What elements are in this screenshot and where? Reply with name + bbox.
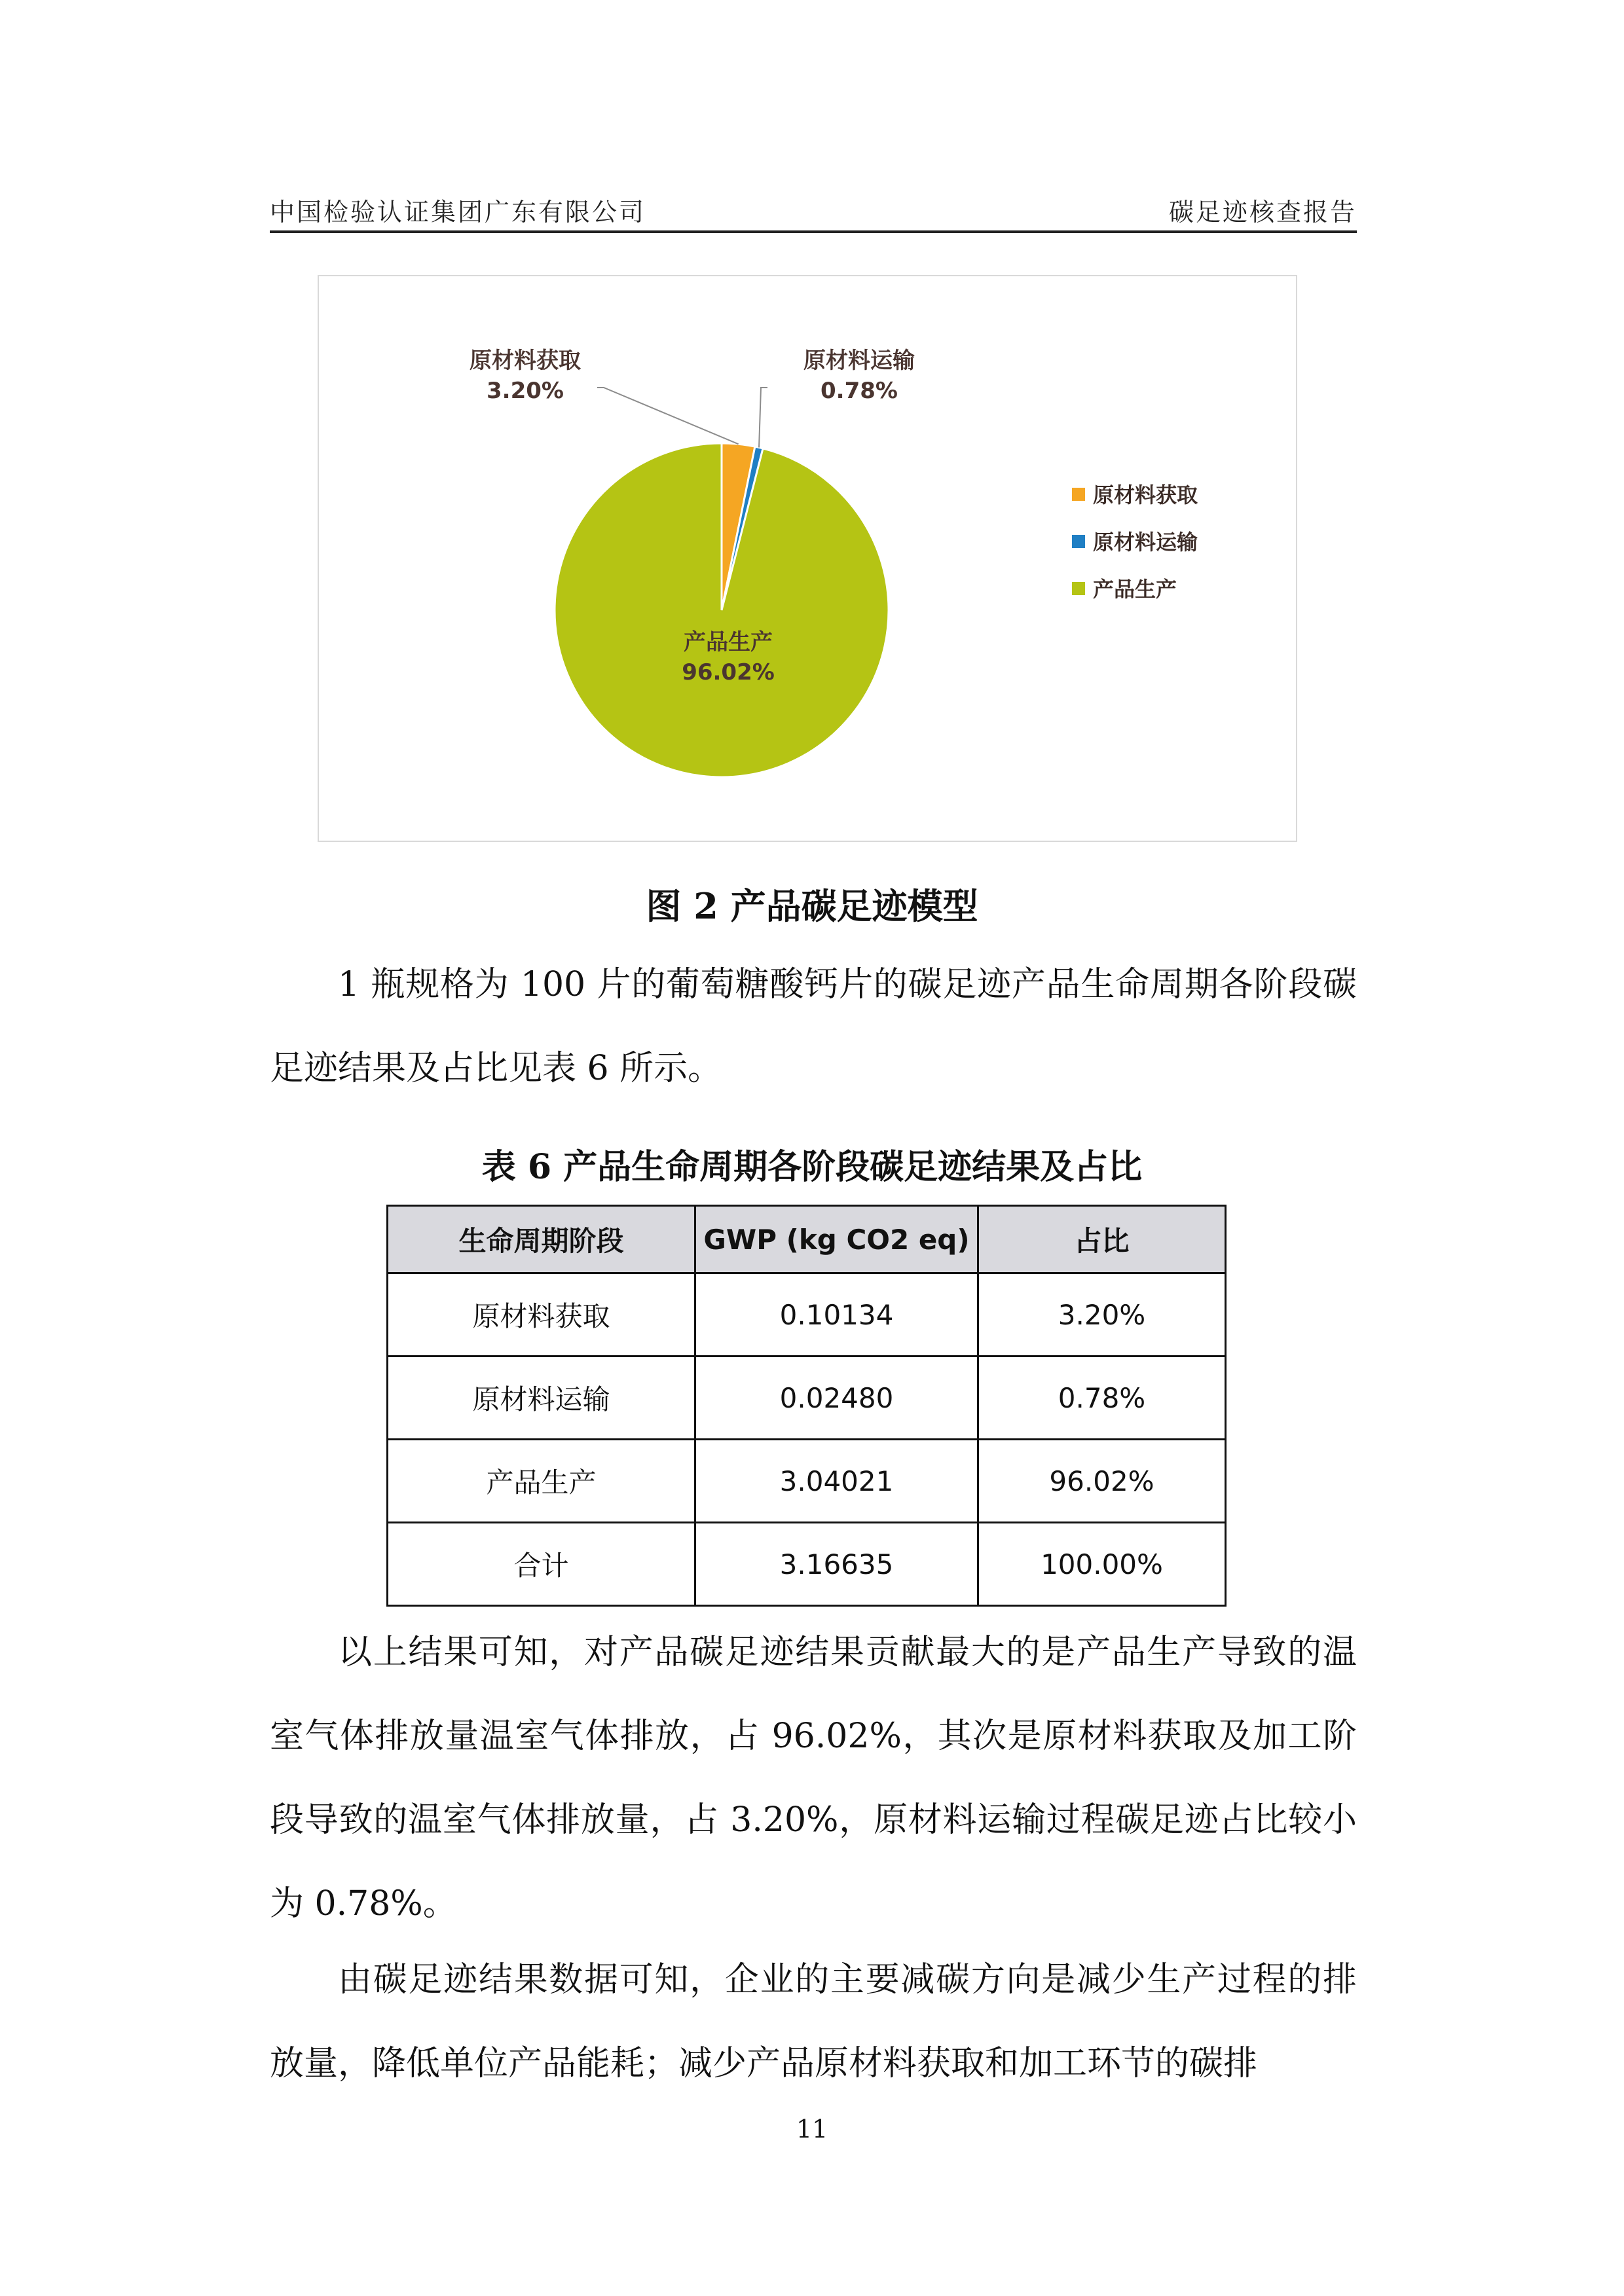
table-cell: 3.04021	[695, 1440, 978, 1523]
header-company: 中国检验认证集团广东有限公司	[270, 198, 646, 227]
table-cell: 3.20%	[978, 1273, 1226, 1357]
table-row	[388, 1273, 1226, 1357]
table-cell: 0.10134	[695, 1273, 978, 1357]
table-cell: 0.78%	[978, 1357, 1226, 1440]
slice-value-label: 0.78%	[821, 378, 898, 404]
table-cell: 合计	[388, 1523, 695, 1606]
table-cell: 原材料运输	[388, 1357, 695, 1440]
leader-line	[759, 388, 767, 447]
analysis-paragraph	[270, 1611, 1357, 1946]
figure-caption: 图 2 产品碳足迹模型	[646, 885, 978, 927]
analysis-text: 以上结果可知，对产品碳足迹结果贡献最大的是产品生产导致的温室气体排放量温室气体排放，占 96.02%，其次是原材料获取及加工阶段导致的温室气体排放量，占 3.20%，原材料运输过程碳足迹占比较小为 0.78%。	[270, 1633, 1357, 1923]
legend-item-label: 产品生产	[1093, 577, 1177, 602]
legend-swatch	[1072, 582, 1085, 595]
slice-category-label: 原材料获取	[470, 348, 581, 374]
table-row	[388, 1357, 1226, 1440]
table-row	[388, 1440, 1226, 1523]
leader-line	[597, 388, 739, 444]
table-header-cell: 生命周期阶段	[388, 1206, 695, 1273]
page-number: 11	[796, 2115, 828, 2143]
results-table	[386, 1205, 1227, 1607]
table-cell: 100.00%	[978, 1523, 1226, 1606]
legend-swatch	[1072, 535, 1085, 548]
legend-item-label: 原材料运输	[1093, 530, 1198, 555]
reduction-text: 由碳足迹结果数据可知，企业的主要减碳方向是减少生产过程的排放量，降低单位产品能耗；减少产品原材料获取和加工环节的碳排	[270, 1960, 1357, 2083]
table-caption: 表 6 产品生命周期各阶段碳足迹结果及占比	[481, 1147, 1143, 1187]
table-cell: 0.02480	[695, 1357, 978, 1440]
legend-item-label: 原材料获取	[1093, 483, 1198, 507]
table-cell: 产品生产	[388, 1440, 695, 1523]
intro-paragraph	[270, 943, 1357, 1110]
table-header-row	[388, 1206, 1226, 1273]
header-report-title: 碳足迹核查报告	[1168, 198, 1357, 227]
reduction-paragraph	[270, 1938, 1357, 2105]
pie-chart	[319, 276, 1296, 841]
chart-frame	[318, 275, 1297, 842]
table-header-cell: GWP (kg CO2 eq)	[695, 1206, 978, 1273]
slice-value-label: 3.20%	[487, 378, 564, 404]
pie-slice	[555, 443, 889, 777]
table-cell: 3.16635	[695, 1523, 978, 1606]
header-rule	[270, 230, 1357, 233]
table-cell: 原材料获取	[388, 1273, 695, 1357]
intro-text: 1 瓶规格为 100 片的葡萄糖酸钙片的碳足迹产品生命周期各阶段碳足迹结果及占比见表 6 所示。	[270, 965, 1357, 1088]
slice-category-label: 原材料运输	[803, 348, 915, 374]
legend-swatch	[1072, 488, 1085, 501]
table-row	[388, 1523, 1226, 1606]
table-cell: 96.02%	[978, 1440, 1226, 1523]
slice-value-label: 96.02%	[682, 659, 775, 685]
table-header-cell: 占比	[978, 1206, 1226, 1273]
slice-category-label: 产品生产	[684, 629, 773, 655]
